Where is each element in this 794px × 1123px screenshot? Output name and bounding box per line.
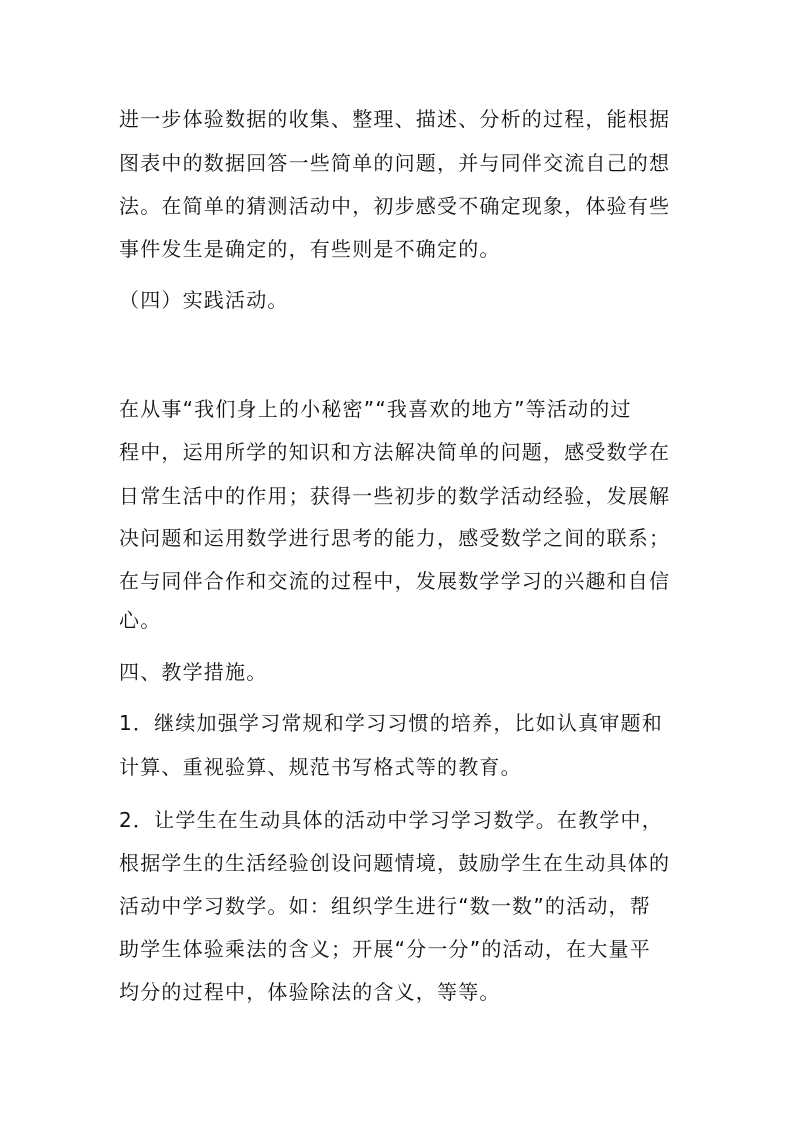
body-text-line: 助学生体验乘法的含义；开展“分一分”的活动，在大量平 [119,937,651,961]
list-item-2: 2．让学生在生动具体的活动中学习学习数学。在教学中， [119,808,663,832]
body-text-line: 活动中学习数学。如：组织学生进行“数一数”的活动，帮 [119,894,651,918]
list-item-1: 1．继续加强学习常规和学习习惯的培养，比如认真审题和 [119,711,663,735]
body-text-line: 根据学生的生活经验创设问题情境，鼓励学生在生动具体的 [119,851,671,875]
body-text-line: 决问题和运用数学进行思考的能力，感受数学之间的联系； [119,526,671,550]
body-text-line: 心。 [119,608,162,632]
body-text-line: 法。在简单的猜测活动中，初步感受不确定现象，体验有些 [119,194,671,218]
section-heading: 四、教学措施。 [119,660,268,684]
body-text-line: 均分的过程中，体验除法的含义，等等。 [119,980,501,1004]
body-text-line: 在与同伴合作和交流的过程中，发展数学学习的兴趣和自信 [119,569,671,593]
body-text-line: 进一步体验数据的收集、整理、描述、分析的过程，能根据 [119,107,671,131]
body-text-line: 事件发生是确定的，有些则是不确定的。 [119,237,501,261]
body-text-line: 日常生活中的作用；获得一些初步的数学活动经验，发展解 [119,484,671,508]
section-heading: （四）实践活动。 [119,288,289,312]
body-text-line: 计算、重视验算、规范书写格式等的教育。 [119,755,522,779]
body-text-line: 在从事“我们身上的小秘密”“我喜欢的地方”等活动的过 [119,397,632,421]
body-text-line: 图表中的数据回答一些简单的问题，并与同伴交流自己的想 [119,151,671,175]
body-text-line: 程中，运用所学的知识和方法解决简单的问题，感受数学在 [119,440,671,464]
